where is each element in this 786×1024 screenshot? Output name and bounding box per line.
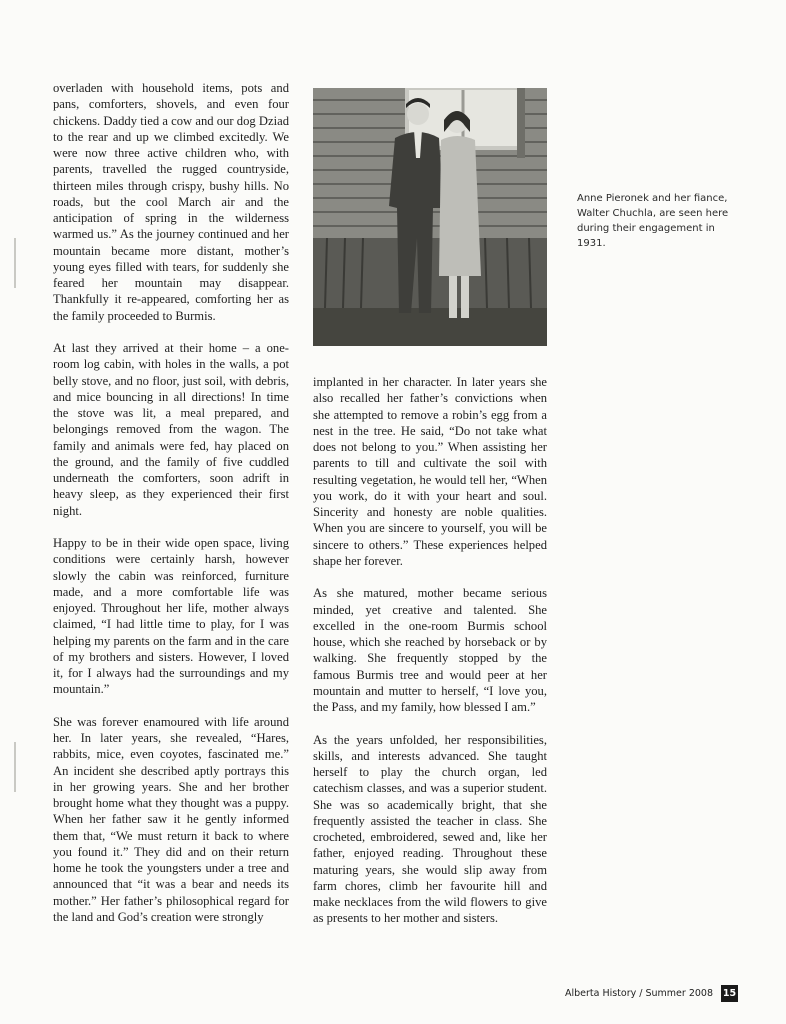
paragraph: Happy to be in their wide open space, living conditions were certainly harsh, however slowly the cabin was reinforced, furniture made, and a more comfortable life was enjoyed. Throughout her life, mother always claimed, “I had little time to play, for I was helping my parents on the farm and in the care of my brothers and sisters. However, I loved it, for I always had the surroundings and my mountain.” [53,536,289,697]
paragraph: As the years unfolded, her responsibilities, skills, and interests advanced. She taught herself to play the church organ, led catechism classes, and was a superior student. She was so academically bright, that she frequently assisted the teacher in class. She crocheted, embroidered, sewed and, like her father, enjoyed reading. Throughout these maturing years, she would slip away from farm chores, climb her favourite hill and make necklaces from the wild flowers to give as presents to her mother and sisters. [313,732,547,926]
middle-column [313,374,547,943]
binding-mark [14,238,16,288]
paragraph: overladen with household items, pots and pans, comforters, shovels, and even four chickens. Daddy tied a cow and our dog Dziad to the rear and up we climbed excitedly. We were now three active children who, with parents, travelled the rugged countryside, thirteen miles through crispy, bushy hills. No roads, but the cool March air and the anticipation of spring in the wilderness warmed us.” As the journey continued and her mountain became more distant, mother’s young eyes filled with tears, for suddenly she feared her mountain may disappear. Thankfully it re-appeared, comforting her as the family proceeded to Burmis. [53,81,289,323]
page-footer [565,985,738,1002]
left-column [53,80,289,941]
engagement-photo [313,88,547,346]
paragraph: At last they arrived at their home – a one-room log cabin, with holes in the walls, a pot belly stove, and no floor, just soil, with debris, and mice bouncing in all directions! In time the stove was lit, a meal prepared, and belongings removed from the wagon. The family and animals were fed, hay placed on the ground, and the family of five cuddled underneath the comforters, soon adrift in heavy sleep, as they experienced their first night. [53,341,289,518]
photo-caption: Anne Pieronek and her fiance, Walter Chuchla, are seen here during their engagement in 1931. [577,193,729,249]
binding-mark [14,742,16,792]
page-number: 15 [721,985,738,1002]
paragraph: implanted in her character. In later years she also recalled her father’s convictions when she attempted to remove a robin’s egg from a nest in the tree. He said, “Do not take what does not belong to you.” When assisting her parents to till and cultivate the soil with resulting vegetation, he would tell her, “When you work, do it with your heart and soul. Sincerity and honesty are noble qualities. When you are sincere to yourself, you will be sincere to others.” These experiences helped shape her forever. [313,375,547,568]
paragraph: She was forever enamoured with life around her. In later years, she revealed, “Hares, rabbits, mice, even coyotes, fascinated me.” An incident she described aptly portrays this in her growing years. She and her brother brought home what they thought was a puppy. When her father saw it he gently informed them that, “We must return it back to where you found it.” They did and on their return home he took the youngsters under a tree and announced that “it was a bear and needs its mother.” Her father’s philosophical regard for the land and God’s creation were strongly [53,714,289,924]
publication-name: Alberta History / Summer 2008 [564,988,713,999]
paragraph: As she matured, mother became serious minded, yet creative and talented. She excelled in the one-room Burmis school house, which she reached by horseback or by walking. She frequently stopped by the famous Burmis tree and would peer at her mountain and mutter to herself, “I love you, the Pass, and my family, how blessed I am.” [313,586,547,714]
